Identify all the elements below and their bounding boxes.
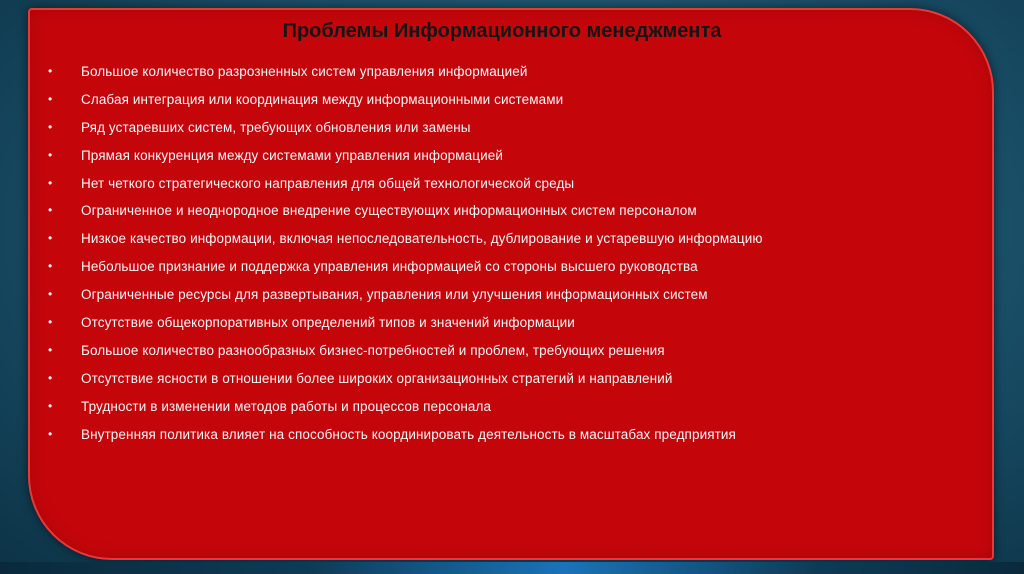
bullet-icon: • <box>48 342 53 357</box>
bullet-icon: • <box>48 64 53 78</box>
list-item-text: Небольшое признание и поддержка управления информацией со стороны высшего руководства <box>81 259 698 275</box>
list-item-text: Нет четкого стратегического направления для общей технологической среды <box>81 175 575 191</box>
bullet-icon: • <box>48 287 53 302</box>
bullet-icon: • <box>48 259 53 274</box>
list-item-text: Ограниченные ресурсы для развертывания, управления или улучшения информационных систем <box>81 287 708 303</box>
bottom-accent-band <box>0 562 1024 574</box>
list-item-text: Большое количество разнообразных бизнес-потребностей и проблем, требующих решения <box>81 342 665 358</box>
bullet-icon: • <box>48 147 53 162</box>
bullet-icon: • <box>48 231 53 246</box>
list-item-text: Прямая конкуренция между системами управления информацией <box>81 147 504 163</box>
list-item-text: Большое количество разрозненных систем управления информацией <box>81 64 528 79</box>
list-item-text: Отсутствие ясности в отношении более широких организационных стратегий и направлений <box>81 370 673 386</box>
bullet-icon: • <box>48 426 53 441</box>
list-item-text: Слабая интеграция или координация между информационными системами <box>81 91 564 107</box>
content-panel <box>28 8 994 560</box>
bullet-icon: • <box>48 370 53 385</box>
slide-title: Проблемы Информационного менеджмента <box>282 20 722 42</box>
list-item-text: Трудности в изменении методов работы и процессов персонала <box>81 398 492 414</box>
bullet-icon: • <box>48 203 53 218</box>
list-item-text: Низкое качество информации, включая непоследовательность, дублирование и устаревшую информацию <box>81 231 763 247</box>
bullet-icon: • <box>48 398 53 413</box>
list-item-text: Ограниченное и неоднородное внедрение существующих информационных систем персоналом <box>81 203 697 219</box>
list-item-text: Ряд устаревших систем, требующих обновления или замены <box>81 119 471 135</box>
bullet-icon: • <box>48 119 53 134</box>
list-item-text: Отсутствие общекорпоративных определений типов и значений информации <box>81 315 575 331</box>
bullet-icon: • <box>48 315 53 330</box>
bullet-icon: • <box>48 91 53 106</box>
bullet-icon: • <box>48 175 53 190</box>
list-item-text: Внутренняя политика влияет на способность координировать деятельность в масштабах предприятия <box>81 426 736 442</box>
